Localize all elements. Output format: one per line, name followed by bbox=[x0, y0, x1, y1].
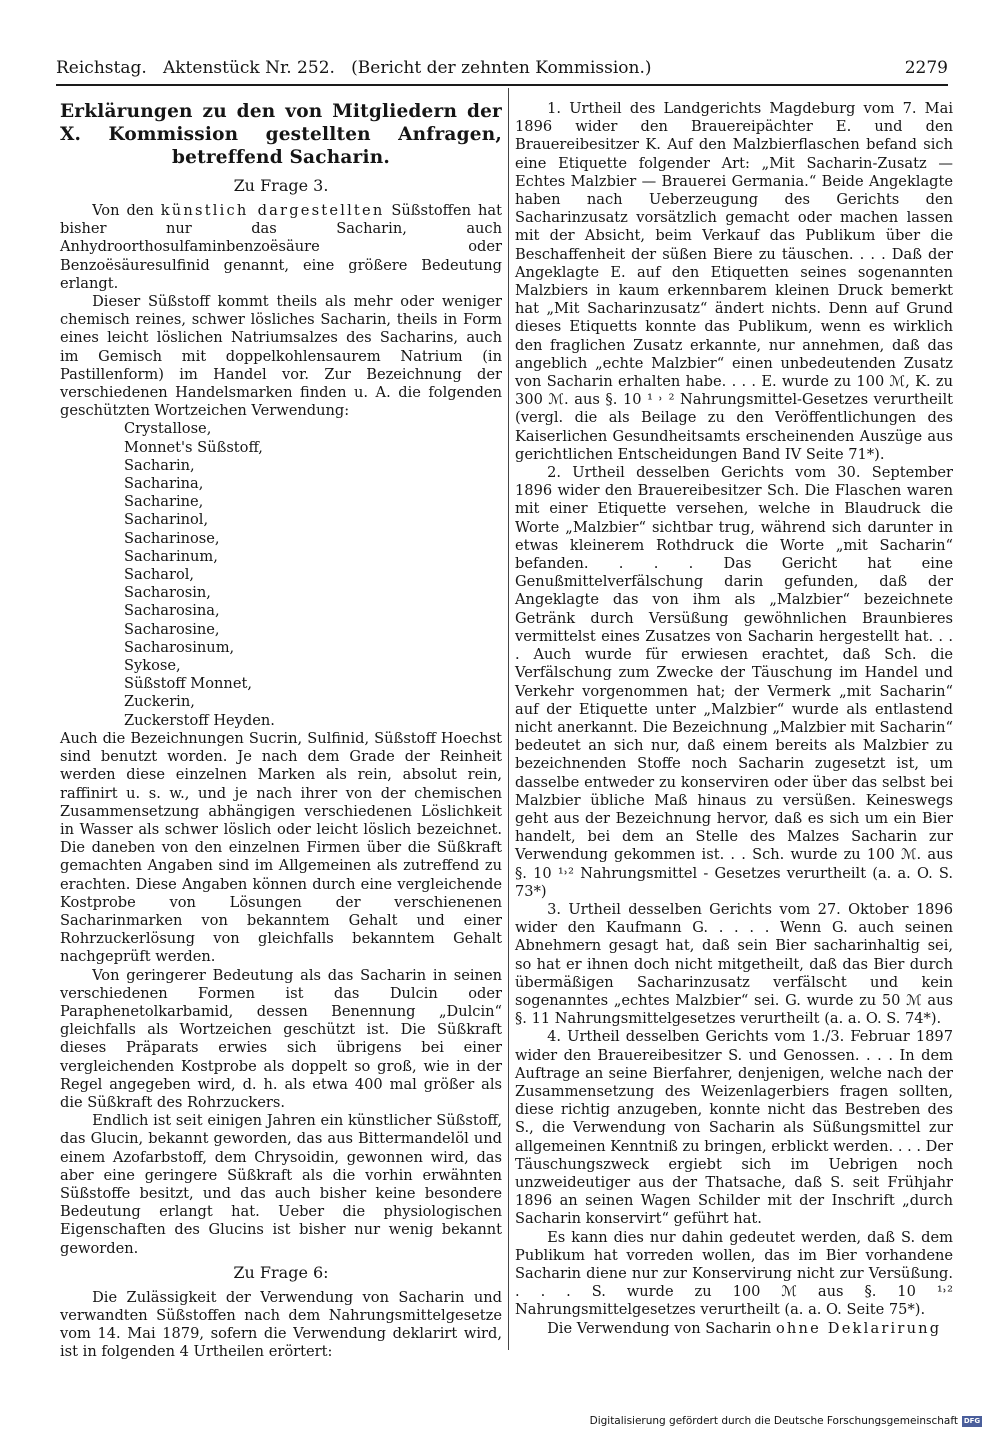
header-rule bbox=[56, 84, 948, 86]
paragraph: Von geringerer Bedeutung als das Sacharin in seinen verschiedenen Formen ist das Dulcin oder Paraphenetolkarbamid, dessen Benennung „Dulcin“ gleichfalls als Wortzeichen geschützt ist. Die Süßkraft dieses Präparats erwies sich übrigens bei einer vergleichenden Kostprobe als doppelt so groß, wie in der Regel angegeben wird, d. h. als etwa 400 mal größer als die Süßkraft des Rohrzuckers. bbox=[60, 966, 502, 1111]
trademark-list bbox=[124, 420, 502, 729]
running-header bbox=[56, 57, 948, 83]
paragraph: Endlich ist seit einigen Jahren ein künstlicher Süßstoff, das Glucin, bekannt geworden, das aus Bittermandelöl und einem Azofarbstoff, dem Chrysoidin, gewonnen wird, das aber eine geringere Süßkraft als die vorhin erwähnten Süßstoffe besitzt, und das auch bisher keine besondere Bedeutung erlangt hat. Ueber die physiologischen Eigenschaften des Glucins ist bisher nur wenig bekannt geworden. bbox=[60, 1112, 502, 1257]
list-item: Crystallose, bbox=[124, 420, 212, 438]
paragraph: Es kann dies nur dahin gedeutet werden, daß S. dem Publikum hat vorreden wollen, das im Bier vorhandene Sacharin diene nur zur Konservirung nicht zur Versüßung. . . . S. wurde zu 100 ℳ aus §. 10 ¹˒² Nahrungsmittelgesetzes verurtheilt (a. a. O. Seite 75*). bbox=[515, 1228, 953, 1319]
emphasis-spaced: ohne Deklarirung bbox=[775, 1319, 942, 1337]
paragraph: Die Zulässigkeit der Verwendung von Sacharin und verwandten Süßstoffen nach dem Nahrungsmittelgesetze vom 14. Mai 1879, sofern die Verwendung deklarirt wird, ist in folgenden 4 Urtheilen erörtert: bbox=[60, 1288, 502, 1361]
header-aktenstueck: Aktenstück Nr. 252. bbox=[162, 58, 335, 78]
right-column bbox=[515, 100, 953, 1338]
paragraph-lead: Die Verwendung von Sacharin bbox=[547, 1319, 776, 1337]
list-item: Sacharinum, bbox=[124, 547, 218, 565]
list-item: Monnet's Süßstoff, bbox=[124, 438, 263, 456]
list-item: Sacharosin, bbox=[124, 584, 211, 602]
list-item: Sacharol, bbox=[124, 566, 195, 584]
credit-text: Digitalisierung gefördert durch die Deutsche Forschungsgemeinschaft bbox=[589, 1415, 958, 1427]
section-heading-frage-6: Zu Frage 6: bbox=[233, 1262, 329, 1282]
list-item: Sacharin, bbox=[124, 456, 195, 474]
header-title bbox=[56, 57, 652, 79]
digitization-credit bbox=[590, 1413, 982, 1429]
paragraph-rest: Süßstoffen hat bisher nur das Sacharin, auch Anhydroorthosulfaminbenzoësäure oder Benzoësäuresulfinid genannt, eine größere Bedeutung erlangt. bbox=[60, 202, 502, 292]
list-item: Sacharinol, bbox=[124, 511, 209, 529]
paragraph-urtheil-3: 3. Urtheil desselben Gerichts vom 27. Oktober 1896 wider den Kaufmann G. . . . . Wenn G. auch seinen Abnehmern gesagt hat, daß sein Bier sacharinhaltig sei, so hat er ihnen doch nicht mitgetheilt, daß das Bier durch übermäßigen Sacharinzusatz verfälscht und kein sogenanntes „echtes Malzbier“ sei. G. wurde zu 50 ℳ aus §. 11 Nahrungsmittelgesetzes verurtheilt (a. a. O. S. 74*). bbox=[515, 900, 953, 1028]
list-item: Sacharosine, bbox=[124, 620, 220, 638]
paragraph-lead: Von den bbox=[92, 202, 161, 219]
list-item: Sacharinose, bbox=[124, 529, 220, 547]
list-item: Sacharine, bbox=[124, 493, 204, 511]
paragraph: Dieser Süßstoff kommt theils als mehr oder weniger chemisch reines, schwer lösliches Sacharin, theils in Form eines leicht löslichen Natriumsalzes des Sacharins, auch im Gemisch mit doppelkohlensaurem Natrium (in Pastillenform) im Handel vor. Zur Bezeichnung der verschiedenen Handelsmarken finden u. A. die folgenden geschützten Wortzeichen Verwendung: bbox=[60, 293, 502, 420]
left-column bbox=[60, 100, 502, 1362]
paragraph-urtheil-4: 4. Urtheil desselben Gerichts vom 1./3. Februar 1897 wider den Brauereibesitzer S. und Genossen. . . . In dem Auftrage an seine Bierfahrer, denjenigen, welche nach der Zusammensetzung des Weizenlagerbiers fragen sollten, diese richtig anzugeben, konnte nicht das Bestreben des S., die Verwendung von Sacharin als Süßungsmittel zur allgemeinen Kenntniß zu bringen, erblickt werden. . . . Der Täuschungszweck ergiebt sich im Uebrigen noch unzweideutiger aus der Thatsache, daß S. seit Frühjahr 1896 an seinen Wagen Schilder mit der Inschrift „durch Sacharin konservirt“ geführt hat. bbox=[515, 1028, 953, 1228]
paragraph-urtheil-1: 1. Urtheil des Landgerichts Magdeburg vom 7. Mai 1896 wider den Brauereipächter E. und den Brauereibesitzer K. Auf den Malzbierflaschen befand sich eine Etiquette folgender Art: „Mit Sacharin-Zusatz — Echtes Malzbier — Brauerei Germania.“ Beide Angeklagte haben nach Ueberzeugung des Gerichts den Sacharinzusatz vorsätzlich gemacht oder machen lassen mit der Absicht, beim Verkauf das Publikum über die Beschaffenheit der süßen Biere zu täuschen. . . . Daß der Angeklagte E. auf den Etiquetten seines sogenannten Malzbiers in kaum erkennbarem kleinen Druck bemerkt hat „Mit Sacharinzusatz“ ändert nichts. Denn auf Grund dieses Etiquetts konnte das Publikum, wenn es wirklich den fraglichen Zusatz erkannte, nur annehmen, daß das angeblich „echte Malzbier“ einen unbedeutenden Zusatz von Sacharin erhalten habe. . . . E. wurde zu 100 ℳ, K. zu 300 ℳ. aus §. 10 ¹ ˒ ² Nahrungsmittel-Gesetzes verurtheilt (vergl. die als Beilage zu den Veröffentlichungen des Kaiserlichen Gesundheitsamts erscheinenden Auszüge aus gerichtlichen Entscheidungen Band IV Seite 71*). bbox=[515, 100, 953, 463]
list-item: Sykose, bbox=[124, 657, 181, 675]
list-item: Zuckerin, bbox=[124, 693, 195, 711]
document-title: Erklärungen zu den von Mitgliedern der X. Kommission gestellten Anfragen, betreffend Sacharin. bbox=[60, 101, 502, 168]
paragraph bbox=[60, 202, 502, 293]
list-item: Süßstoff Monnet, bbox=[124, 675, 252, 693]
paragraph-urtheil-2: 2. Urtheil desselben Gerichts vom 30. September 1896 wider den Brauereibesitzer Sch. Die Flaschen waren mit einer Etiquette versehen, welche in Blaudruck die Worte „Malzbier“ sichtbar trug, während sich darunter in etwas kleinerem Rothdruck die Worte „mit Sacharin“ befanden. . . . Das Gericht hat eine Genußmittelverfälschung darin gefunden, daß der Angeklagte das von ihm als „Malzbier“ bezeichnete Getränk durch Versüßung gewöhnlichen Braunbieres vermittelst eines Zusatzes von Sacharin hergestellt hat. . . . Auch wurde für erwiesen erachtet, daß Sch. die Verfälschung zum Zwecke der Täuschung im Handel und Verkehr vorgenommen hat; der Vermerk „mit Sacharin“ auf der Etiquette unter „Malzbier“ wurde als entlastend nicht anerkannt. Die Bezeichnung „Malzbier mit Sacharin“ bedeutet an sich nur, daß einem bereits als Malzbier zu bezeichnenden Stoffe noch Sacharin zugesetzt ist, um dasselbe entweder zu konserviren oder über das selbst bei Malzbier übliche Maß hinaus zu versüßen. Keineswegs geht aus der Bezeichnung hervor, daß es sich um ein Bier handelt, bei dem an Stelle des Malzes Sacharin zur Verwendung gekommen ist. . . Sch. wurde zu 100 ℳ. aus §. 10 ¹˒² Nahrungsmittel - Gesetzes verurtheilt (a. a. O. S. 73*) bbox=[515, 464, 953, 900]
paragraph bbox=[515, 1320, 953, 1338]
column-divider bbox=[508, 88, 509, 1350]
list-item: Sacharina, bbox=[124, 475, 204, 493]
page-number: 2279 bbox=[904, 58, 948, 78]
dfg-logo-icon: DFG bbox=[963, 1416, 981, 1425]
header-reichstag: Reichstag. bbox=[56, 58, 147, 78]
section-heading-frage-3: Zu Frage 3. bbox=[233, 176, 329, 195]
header-bericht: (Bericht der zehnten Kommission.) bbox=[351, 58, 652, 78]
list-item: Sacharosinum, bbox=[124, 638, 235, 656]
list-item: Zuckerstoff Heyden. bbox=[124, 711, 275, 729]
paragraph: Auch die Bezeichnungen Sucrin, Sulfinid, Süßstoff Hoechst sind benutzt worden. Je nach dem Grade der Reinheit werden diese einzelnen Marken als rein, absolut rein, raffinirt u. s. w., und je nach ihrer von der chemischen Zusammensetzung abhängigen verschiedenen Löslichkeit in Wasser als schwer löslich oder leicht löslich bezeichnet. Die daneben von den einzelnen Firmen über die Süßkraft gemachten Angaben sind im Allgemeinen als zutreffend zu erachten. Diese Angaben können durch eine vergleichende Kostprobe von Lösungen der verschienenen Sacharinmarken von bekanntem Gehalt und einer Rohrzuckerlösung von gleichfalls bekanntem Gehalt nachgeprüft werden. bbox=[60, 729, 502, 966]
list-item: Sacharosina, bbox=[124, 602, 220, 620]
emphasis-spaced: künstlich dargestellten bbox=[160, 202, 385, 219]
